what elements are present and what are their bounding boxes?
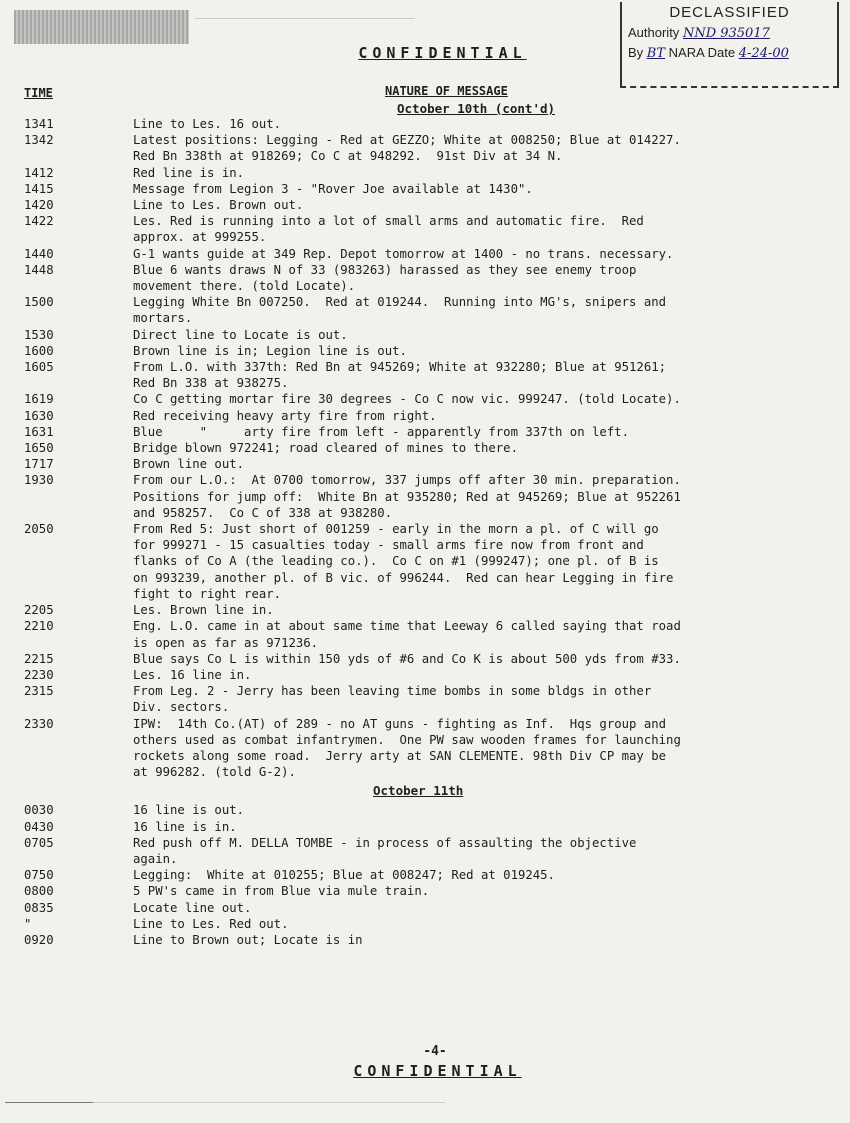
column-header-message: NATURE OF MESSAGE <box>385 84 508 98</box>
log-entry <box>0 883 850 899</box>
log-entry <box>0 197 850 213</box>
entry-time: 0030 <box>24 803 54 818</box>
entry-message: Legging: White at 010255; Blue at 008247; Red at 019245. <box>133 868 555 883</box>
entry-message: IPW: 14th Co.(AT) of 289 - no AT guns - fighting as Inf. Hqs group and others used as combat infantrymen. One PW saw wooden frames for launching rockets along some road. Jerry arty at SAN CLEMENTE. 98th Div CP may be at 996282. (told G-2). <box>133 716 681 780</box>
log-entry <box>0 456 850 472</box>
log-entry <box>0 391 850 407</box>
entry-message: From Red 5: Just short of 001259 - early in the morn a pl. of C will go for 999271 - 15 casualties today - small arms fire now from front and flanks of Co A (the leading co.). Co C on #1 (999247); one pl. of B is on 993239, another pl. of B vic. of 996244. Red can hear Legging in fire fight to right rear. <box>133 522 674 601</box>
entry-time: " <box>24 916 32 931</box>
entry-message: Line to Les. 16 out. <box>133 117 282 131</box>
log-entry <box>0 213 850 245</box>
log-entry <box>0 916 850 932</box>
log-entry <box>0 408 850 424</box>
entry-message: Brown line out. <box>133 457 245 472</box>
entry-message: From L.O. with 337th: Red Bn at 945269; White at 932280; Blue at 951261; Red Bn 338 at 938275. <box>133 360 667 391</box>
log-entry <box>0 294 850 326</box>
entry-message: Legging White Bn 007250. Red at 019244. Running into MG's, snipers and mortars. <box>133 295 667 326</box>
entry-time: 1415 <box>24 181 54 196</box>
entry-time: 1619 <box>24 392 54 407</box>
entry-message: Eng. L.O. came in at about same time that Leeway 6 called saying that road is open as far as 971236. <box>133 619 681 650</box>
entry-message: Bridge blown 972241; road cleared of mines to there. <box>133 441 518 456</box>
section-date: October 11th <box>373 783 464 799</box>
log-entry <box>0 802 850 818</box>
entry-time: 1650 <box>24 441 54 456</box>
entry-time: 1420 <box>24 198 54 213</box>
entry-time: 2205 <box>24 603 54 618</box>
entry-time: 1600 <box>24 343 54 358</box>
entry-time: 1440 <box>24 246 54 261</box>
log-entry <box>0 327 850 343</box>
log-entry <box>0 900 850 916</box>
log-entry <box>0 651 850 667</box>
stamp-nara-date-value: 4-24-00 <box>738 46 789 61</box>
log-entry <box>0 667 850 683</box>
entry-time: 0835 <box>24 900 54 915</box>
stamp-by-value: BT <box>646 46 666 61</box>
section-date-oct-10: October 10th (cont'd) <box>397 101 556 116</box>
entry-time: 2230 <box>24 667 54 682</box>
message-log <box>0 116 850 948</box>
entry-time: 1717 <box>24 457 54 472</box>
entry-message: From Leg. 2 - Jerry has been leaving time bombs in some bldgs in other Div. sectors. <box>133 684 652 715</box>
scan-artifact <box>14 10 189 44</box>
entry-message: Brown line is in; Legion line is out. <box>133 343 407 358</box>
entry-message: Line to Brown out; Locate is in <box>133 932 363 947</box>
entry-time: 0800 <box>24 884 54 899</box>
entry-message: Les. Brown line in. <box>133 603 274 618</box>
log-entry <box>0 262 850 294</box>
log-entry <box>0 343 850 359</box>
entry-time: 1448 <box>24 262 54 277</box>
entry-time: 0750 <box>24 868 54 883</box>
stamp-authority-row <box>628 25 837 41</box>
entry-message: Blue " arty fire from left - apparently from 337th on left. <box>133 424 630 439</box>
entry-time: 1631 <box>24 424 54 439</box>
entry-message: Blue 6 wants draws N of 33 (983263) harassed as they see enemy troop movement there. (told Locate). <box>133 262 637 294</box>
log-entry <box>0 246 850 262</box>
entry-time: 2330 <box>24 716 54 731</box>
entry-message: Latest positions: Legging - Red at GEZZO; White at 008250; Blue at 014227. Red Bn 338th at 918269; Co C at 948292. 91st Div at 34 N. <box>133 133 681 164</box>
scan-artifact-line <box>195 18 415 19</box>
log-entry <box>0 165 850 181</box>
section-date-row <box>0 780 850 802</box>
stamp-authority-value: NND 935017 <box>682 26 770 41</box>
log-entry <box>0 602 850 618</box>
log-entry <box>0 440 850 456</box>
log-entry <box>0 835 850 867</box>
declassification-stamp <box>620 2 839 88</box>
entry-message: 16 line is out. <box>133 803 245 818</box>
log-entry <box>0 359 850 391</box>
entry-message: From our L.O.: At 0700 tomorrow, 337 jumps off after 30 min. preparation. Positions for jump off: White Bn at 935280; Red at 945269; Blue at 952261 and 958257. Co C of 338 at 938280. <box>133 473 681 520</box>
entry-message: Direct line to Locate is out. <box>133 327 348 342</box>
entry-time: 0430 <box>24 819 54 834</box>
log-entry <box>0 132 850 164</box>
entry-time: 1530 <box>24 327 54 342</box>
entry-time: 1605 <box>24 360 54 375</box>
entry-time: 2315 <box>24 684 54 699</box>
entry-message: Les. Red is running into a lot of small arms and automatic fire. Red approx. at 999255. <box>133 214 644 245</box>
entry-time: 1422 <box>24 214 54 229</box>
footer-classification: CONFIDENTIAL <box>353 1062 522 1080</box>
stamp-title: DECLASSIFIED <box>669 4 790 21</box>
log-entry <box>0 932 850 948</box>
entry-message: Message from Legion 3 - "Rover Joe available at 1430". <box>133 181 533 196</box>
entry-message: Red push off M. DELLA TOMBE - in process of assaulting the objective again. <box>133 835 637 866</box>
entry-time: 1500 <box>24 295 54 310</box>
scan-artifact-line <box>5 1102 445 1103</box>
log-entry <box>0 424 850 440</box>
entry-message: Locate line out. <box>133 900 252 915</box>
entry-time: 1341 <box>24 117 54 131</box>
log-entry <box>0 683 850 715</box>
log-entry <box>0 618 850 650</box>
entry-message: Line to Les. Brown out. <box>133 198 304 213</box>
entry-time: 0705 <box>24 835 54 850</box>
entry-time: 2215 <box>24 651 54 666</box>
stamp-by-row <box>628 45 837 61</box>
entry-message: Line to Les. Red out. <box>133 916 289 931</box>
log-entry <box>0 819 850 835</box>
log-entry <box>0 116 850 132</box>
log-entry <box>0 181 850 197</box>
log-entry <box>0 716 850 781</box>
entry-message: G-1 wants guide at 349 Rep. Depot tomorrow at 1400 - no trans. necessary. <box>133 246 674 261</box>
entry-message: Les. 16 line in. <box>133 667 252 682</box>
entry-time: 1342 <box>24 133 54 148</box>
entry-time: 2210 <box>24 619 54 634</box>
entry-time: 1412 <box>24 165 54 180</box>
log-entry <box>0 472 850 521</box>
entry-time: 1630 <box>24 408 54 423</box>
stamp-authority-label: Authority <box>628 25 680 40</box>
entry-time: 1930 <box>24 473 54 488</box>
header-classification: CONFIDENTIAL <box>358 44 527 62</box>
entry-message: Red line is in. <box>133 165 245 180</box>
log-entry <box>0 867 850 883</box>
column-header-time: TIME <box>24 86 53 100</box>
entry-message: Co C getting mortar fire 30 degrees - Co C now vic. 999247. (told Locate). <box>133 392 681 407</box>
entry-message: 16 line is in. <box>133 819 237 834</box>
page-number: -4- <box>423 1044 447 1059</box>
entry-message: Blue says Co L is within 150 yds of #6 and Co K is about 500 yds from #33. <box>133 651 681 666</box>
stamp-nara-date-label: NARA Date <box>668 45 736 60</box>
log-entry <box>0 521 850 602</box>
entry-message: Red receiving heavy arty fire from right. <box>133 408 437 423</box>
entry-time: 2050 <box>24 522 54 537</box>
entry-time: 0920 <box>24 932 54 947</box>
stamp-by-label: By <box>628 45 644 60</box>
entry-message: 5 PW's came in from Blue via mule train. <box>133 884 430 899</box>
